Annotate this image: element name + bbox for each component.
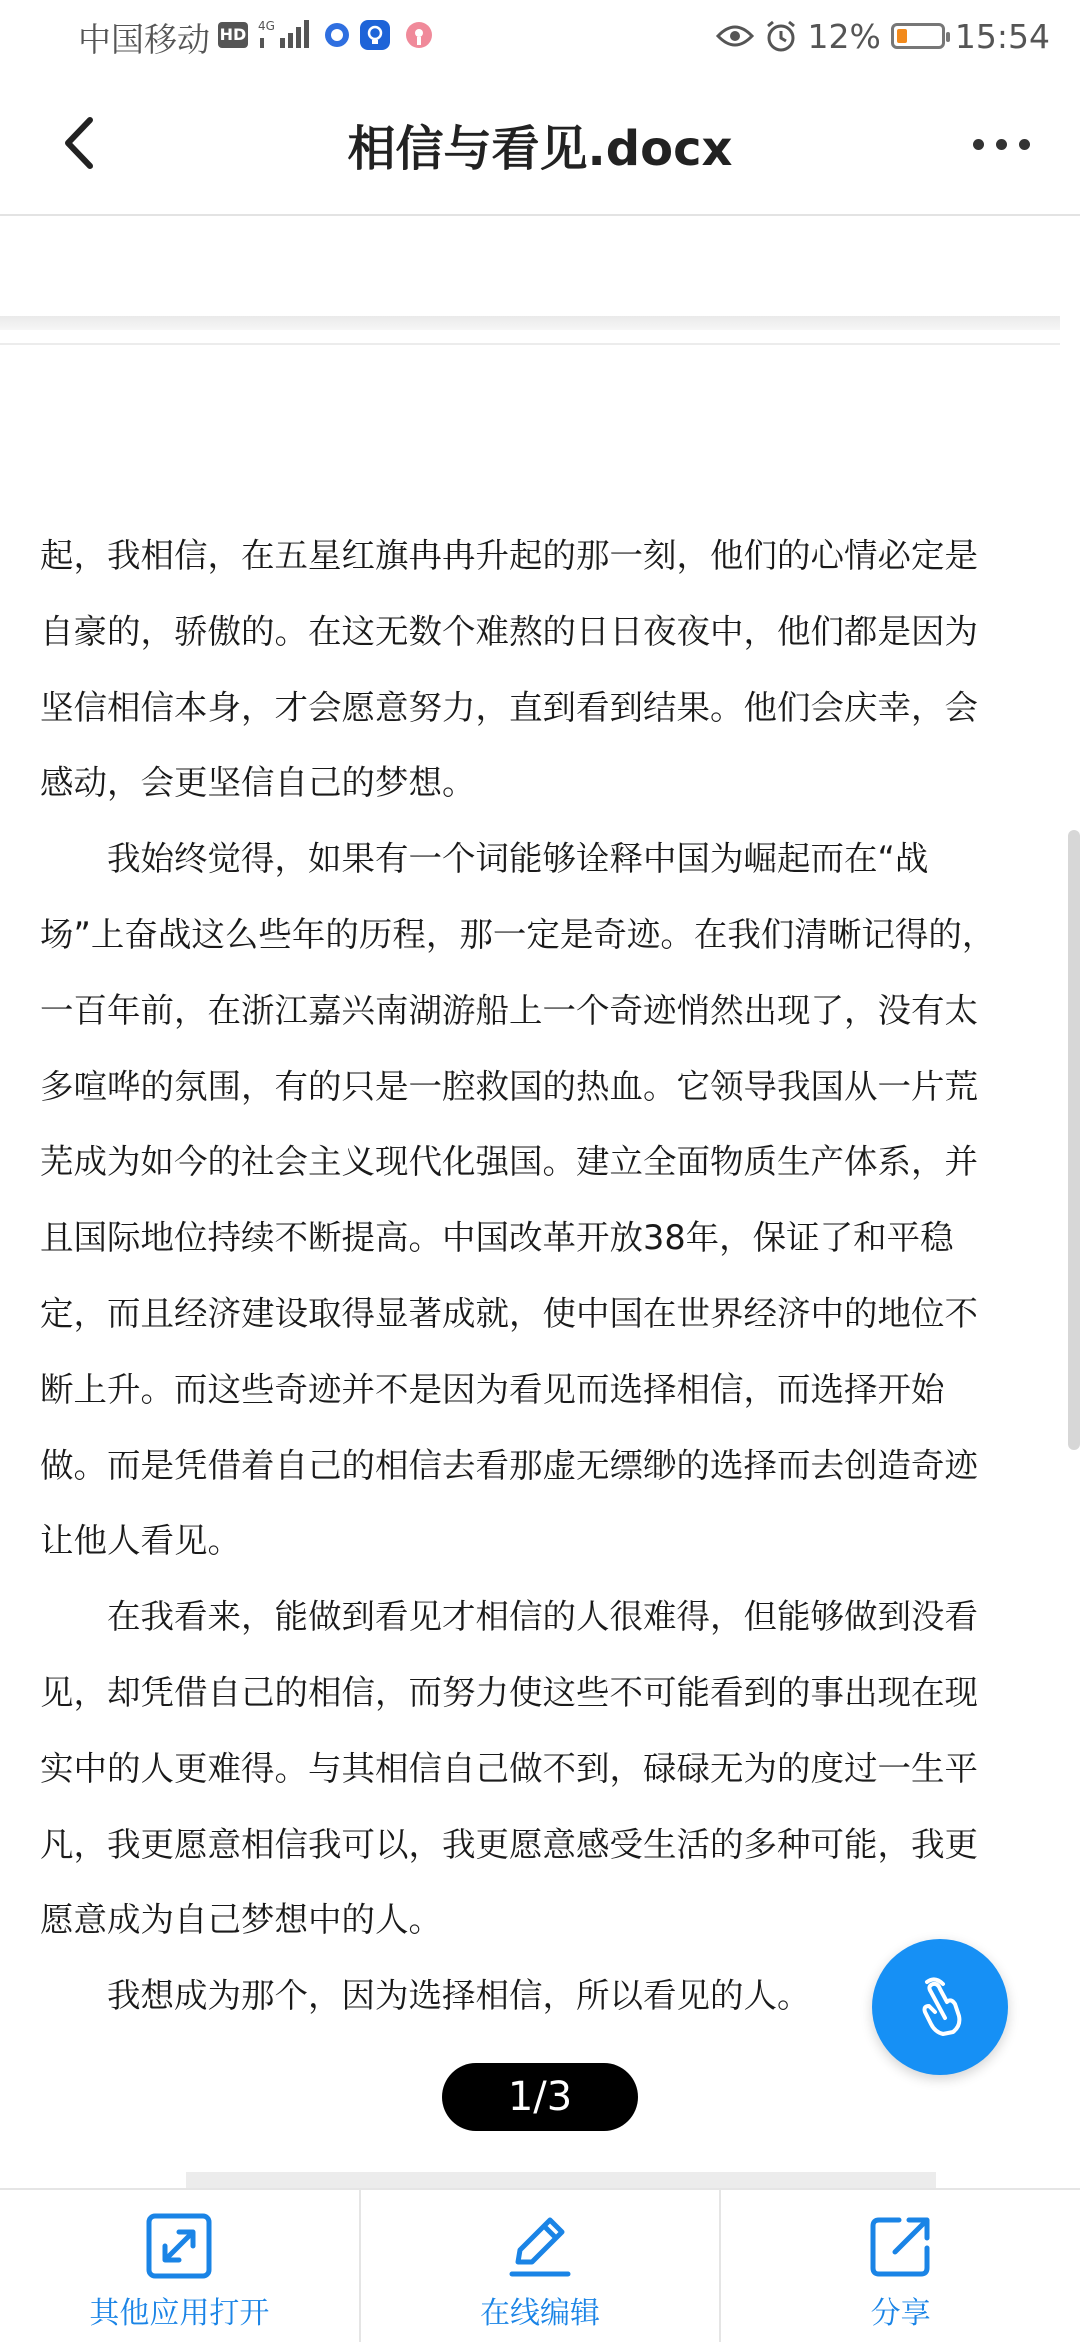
status-bar bbox=[0, 0, 1080, 72]
status-right-group bbox=[716, 14, 1050, 58]
page-top-gap bbox=[0, 216, 1080, 316]
expand-arrows-icon bbox=[143, 2210, 215, 2282]
battery-icon bbox=[891, 23, 945, 49]
paragraph: 起，我相信，在五星红旗冉冉升起的那一刻，他们的心情必定是自豪的，骄傲的。在这无数个难熬的日日夜夜中，他们都是因为坚信相信本身，才会愿意努力，直到看到结果。他们会庆幸，会感动，会更坚信自己的梦想。 bbox=[40, 536, 978, 803]
podcast-app-icon bbox=[404, 20, 434, 50]
document-content bbox=[40, 518, 1000, 2034]
share-arrow-icon bbox=[865, 2210, 937, 2282]
paragraph: 在我看来，能做到看见才相信的人很难得，但能够做到没看见，却凭借自己的相信，而努力使这些不可能看到的事出现在现实中的人更难得。与其相信自己做不到，碌碌无为的度过一生平凡，我更愿意相信我可以，我更愿意感受生活的多种可能，我更愿意成为自己梦想中的人。 bbox=[40, 1597, 978, 1940]
paragraph: 我想成为那个，因为选择相信，所以看见的人。 bbox=[107, 1976, 811, 2016]
hd-badge: HD bbox=[218, 22, 248, 48]
gesture-mode-button[interactable] bbox=[872, 1939, 1008, 2075]
more-horizontal-icon bbox=[973, 139, 984, 150]
edit-online-label: 在线编辑 bbox=[480, 2296, 600, 2331]
bulb-app-icon bbox=[360, 20, 390, 50]
page-indicator: 1/3 bbox=[442, 2063, 638, 2131]
scrollbar[interactable] bbox=[1068, 830, 1080, 1450]
app-bar bbox=[0, 72, 1080, 216]
open-in-other-app-button[interactable] bbox=[0, 2190, 359, 2342]
browser-app-icon bbox=[322, 20, 352, 50]
page-separator-shadow bbox=[0, 316, 1060, 330]
pencil-icon bbox=[504, 2210, 576, 2282]
eye-icon bbox=[716, 23, 754, 49]
share-button[interactable] bbox=[719, 2190, 1080, 2342]
bottom-toolbar bbox=[0, 2188, 1080, 2342]
more-dot bbox=[1019, 139, 1030, 150]
document-title: 相信与看见.docx bbox=[347, 121, 733, 177]
battery-percent: 12% bbox=[807, 16, 881, 56]
hand-pointer-icon bbox=[905, 1972, 975, 2042]
page-separator-line bbox=[0, 343, 1060, 345]
network-type-label: 4G bbox=[258, 19, 275, 33]
open-in-other-app-label: 其他应用打开 bbox=[89, 2296, 270, 2331]
back-button[interactable] bbox=[50, 108, 120, 178]
more-dot bbox=[996, 139, 1007, 150]
chevron-left-icon bbox=[68, 120, 90, 166]
signal-icon bbox=[258, 18, 312, 50]
alarm-icon bbox=[764, 19, 798, 53]
share-label: 分享 bbox=[870, 2296, 931, 2331]
battery-level bbox=[897, 29, 907, 43]
paragraph: 我始终觉得，如果有一个词能够诠释中国为崛起而在“战场”上奋战这么些年的历程，那一定是奇迹。在我们清晰记得的，一百年前，在浙江嘉兴南湖游船上一个奇迹悄然出现了，没有太多喧哗的氛围，有的只是一腔救国的热血。它领导我国从一片荒芜成为如今的社会主义现代化强国。建立全面物质生产体系，并且国际地位持续不断提高。中国改革开放38年，保证了和平稳定，而且经济建设取得显著成就，使中国在世界经济中的地位不断上升。而这些奇迹并不是因为看见而选择相信，而选择开始做。而是凭借着自己的相信去看那虚无缥缈的选择而去创造奇迹让他人看见。 bbox=[40, 839, 996, 1561]
clock: 15:54 bbox=[954, 16, 1050, 56]
carrier-label: 中国移动 bbox=[78, 20, 210, 59]
edit-online-button[interactable] bbox=[359, 2190, 720, 2342]
more-options-button[interactable] bbox=[966, 124, 1036, 164]
